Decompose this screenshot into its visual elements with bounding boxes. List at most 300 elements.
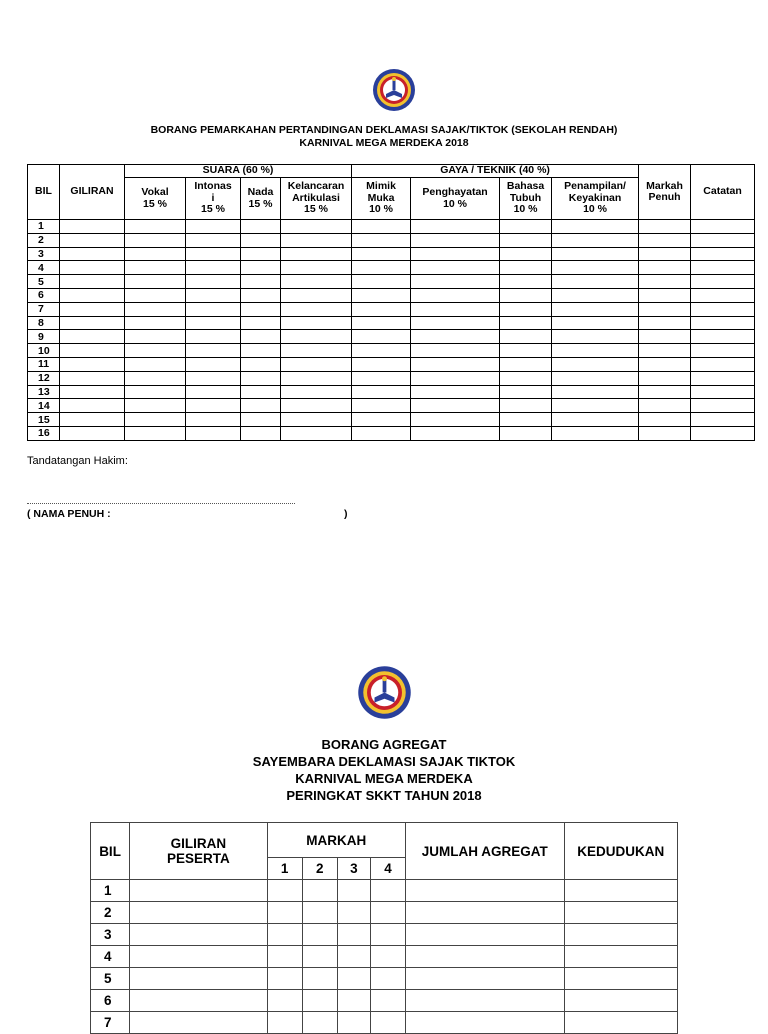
score-cell[interactable]	[691, 288, 755, 302]
score-cell[interactable]	[691, 426, 755, 440]
full-name-close: )	[344, 508, 348, 520]
score-cell[interactable]	[352, 247, 411, 261]
score-cell[interactable]	[564, 880, 677, 902]
score-cell[interactable]	[281, 288, 352, 302]
header-row-1	[28, 165, 755, 178]
table-row	[91, 880, 678, 902]
row-number: 3	[91, 924, 130, 946]
score-cell[interactable]	[691, 330, 755, 344]
score-cell[interactable]	[186, 413, 241, 427]
bahasa-pct: 10 %	[513, 203, 538, 216]
score-cell[interactable]	[691, 302, 755, 316]
score-cell[interactable]	[406, 946, 565, 968]
score-cell[interactable]	[691, 316, 755, 330]
score-cell[interactable]	[691, 247, 755, 261]
score-cell[interactable]	[241, 385, 281, 399]
score-cell[interactable]	[639, 399, 691, 413]
form2-title-line3: KARNIVAL MEGA MERDEKA	[295, 771, 473, 786]
vokal-pct: 15 %	[143, 197, 167, 210]
score-cell[interactable]	[130, 1012, 267, 1034]
table-row	[28, 247, 755, 261]
score-cell[interactable]	[241, 302, 281, 316]
score-cell[interactable]	[281, 220, 352, 234]
score-cell[interactable]	[500, 233, 552, 247]
aggregate-table	[90, 822, 678, 1034]
score-cell[interactable]	[130, 902, 267, 924]
score-cell[interactable]	[337, 990, 370, 1012]
score-cell[interactable]	[500, 371, 552, 385]
score-cell[interactable]	[411, 385, 500, 399]
col-bil: BIL	[28, 165, 60, 220]
score-cell[interactable]	[639, 233, 691, 247]
table-row	[28, 385, 755, 399]
table-row	[28, 371, 755, 385]
score-cell[interactable]	[125, 220, 186, 234]
score-cell[interactable]	[60, 247, 125, 261]
score-cell[interactable]	[125, 344, 186, 358]
score-cell[interactable]	[370, 968, 405, 990]
col-kelancaran	[281, 178, 352, 220]
row-number: 13	[28, 385, 60, 399]
score-cell[interactable]	[639, 357, 691, 371]
judge-signature-label: Tandatangan Hakim:	[27, 455, 128, 467]
score-cell[interactable]	[406, 902, 565, 924]
table-row	[28, 344, 755, 358]
score-cell[interactable]	[60, 426, 125, 440]
form2-title-line1: BORANG AGREGAT	[321, 737, 447, 752]
score-cell[interactable]	[411, 261, 500, 275]
score-cell[interactable]	[500, 330, 552, 344]
score-cell[interactable]	[186, 344, 241, 358]
score-cell[interactable]	[337, 946, 370, 968]
score-cell[interactable]	[60, 316, 125, 330]
score-cell[interactable]	[302, 924, 337, 946]
score-cell[interactable]	[60, 399, 125, 413]
score-cell[interactable]	[186, 302, 241, 316]
score-cell[interactable]	[186, 247, 241, 261]
giliran-label: GILIRAN	[170, 836, 227, 851]
score-cell[interactable]	[302, 902, 337, 924]
score-cell[interactable]	[411, 233, 500, 247]
row-number: 3	[28, 247, 60, 261]
row-number: 5	[91, 968, 130, 990]
score-cell[interactable]	[352, 261, 411, 275]
score-cell[interactable]	[186, 357, 241, 371]
score-cell[interactable]	[130, 880, 267, 902]
agg-col-kedudukan: KEDUDUKAN	[564, 823, 677, 880]
row-number: 4	[28, 261, 60, 275]
score-cell[interactable]	[411, 371, 500, 385]
score-cell[interactable]	[564, 1012, 677, 1034]
score-cell[interactable]	[125, 316, 186, 330]
col-penghayatan	[411, 178, 500, 220]
col-catatan: Catatan	[691, 165, 755, 220]
score-cell[interactable]	[500, 247, 552, 261]
score-cell[interactable]	[352, 220, 411, 234]
score-cell[interactable]	[639, 247, 691, 261]
score-cell[interactable]	[267, 924, 302, 946]
score-cell[interactable]	[691, 220, 755, 234]
score-cell[interactable]	[691, 344, 755, 358]
score-cell[interactable]	[691, 275, 755, 289]
score-cell[interactable]	[281, 233, 352, 247]
score-cell[interactable]	[552, 261, 639, 275]
score-cell[interactable]	[241, 399, 281, 413]
col-giliran: GILIRAN	[60, 165, 125, 220]
score-cell[interactable]	[130, 990, 267, 1012]
row-number: 5	[28, 275, 60, 289]
score-cell[interactable]	[411, 344, 500, 358]
row-number: 2	[91, 902, 130, 924]
score-cell[interactable]	[691, 233, 755, 247]
score-cell[interactable]	[370, 946, 405, 968]
score-cell[interactable]	[352, 413, 411, 427]
table-row	[28, 316, 755, 330]
score-cell[interactable]	[411, 288, 500, 302]
score-cell[interactable]	[691, 413, 755, 427]
score-cell[interactable]	[60, 220, 125, 234]
score-cell[interactable]	[60, 371, 125, 385]
score-cell[interactable]	[352, 233, 411, 247]
score-cell[interactable]	[302, 946, 337, 968]
score-cell[interactable]	[406, 924, 565, 946]
score-cell[interactable]	[241, 413, 281, 427]
score-cell[interactable]	[552, 275, 639, 289]
col-intonasi	[186, 178, 241, 220]
mimik-label-b: Muka	[367, 191, 395, 204]
score-cell[interactable]	[186, 385, 241, 399]
scoring-table	[27, 164, 755, 441]
school-crest-logo-2	[357, 665, 412, 720]
score-cell[interactable]	[552, 288, 639, 302]
score-cell[interactable]	[241, 288, 281, 302]
score-cell[interactable]	[352, 399, 411, 413]
kelancaran-label-a: Kelancaran	[287, 180, 345, 193]
score-cell[interactable]	[125, 330, 186, 344]
score-cell[interactable]	[267, 946, 302, 968]
score-cell[interactable]	[241, 316, 281, 330]
score-cell[interactable]	[60, 261, 125, 275]
score-cell[interactable]	[267, 968, 302, 990]
score-cell[interactable]	[337, 968, 370, 990]
score-cell[interactable]	[281, 426, 352, 440]
score-cell[interactable]	[130, 968, 267, 990]
score-cell[interactable]	[281, 316, 352, 330]
score-cell[interactable]	[130, 924, 267, 946]
bahasa-label-b: Tubuh	[509, 191, 542, 204]
score-cell[interactable]	[564, 902, 677, 924]
mimik-label-a: Mimik	[366, 180, 396, 193]
score-cell[interactable]	[281, 385, 352, 399]
row-number: 1	[28, 220, 60, 234]
score-cell[interactable]	[281, 344, 352, 358]
score-cell[interactable]	[60, 233, 125, 247]
score-cell[interactable]	[352, 330, 411, 344]
score-cell[interactable]	[552, 399, 639, 413]
score-cell[interactable]	[500, 288, 552, 302]
score-cell[interactable]	[639, 288, 691, 302]
score-cell[interactable]	[186, 233, 241, 247]
score-cell[interactable]	[241, 275, 281, 289]
score-cell[interactable]	[352, 426, 411, 440]
score-cell[interactable]	[125, 261, 186, 275]
score-cell[interactable]	[125, 302, 186, 316]
score-cell[interactable]	[500, 357, 552, 371]
score-cell[interactable]	[267, 902, 302, 924]
score-cell[interactable]	[406, 880, 565, 902]
nada-pct: 15 %	[248, 197, 273, 210]
score-cell[interactable]	[552, 247, 639, 261]
score-cell[interactable]	[352, 275, 411, 289]
bahasa-label-a: Bahasa	[506, 180, 545, 193]
score-cell[interactable]	[691, 371, 755, 385]
score-cell[interactable]	[125, 371, 186, 385]
table-row	[28, 261, 755, 275]
score-cell[interactable]	[241, 426, 281, 440]
score-cell[interactable]	[639, 385, 691, 399]
score-cell[interactable]	[60, 357, 125, 371]
score-cell[interactable]	[125, 288, 186, 302]
score-cell[interactable]	[500, 275, 552, 289]
penghayatan-pct: 10 %	[443, 197, 468, 210]
vokal-label: Vokal	[141, 186, 169, 198]
row-number: 4	[91, 946, 130, 968]
score-cell[interactable]	[564, 990, 677, 1012]
score-cell[interactable]	[370, 880, 405, 902]
table-row	[91, 1012, 678, 1034]
score-cell[interactable]	[691, 385, 755, 399]
score-cell[interactable]	[552, 302, 639, 316]
intonasi-label-a: Intonas	[194, 180, 232, 193]
school-crest-logo	[372, 68, 416, 112]
penampilan-label-a: Penampilan/	[564, 180, 626, 193]
score-cell[interactable]	[60, 344, 125, 358]
score-cell[interactable]	[639, 220, 691, 234]
score-cell[interactable]	[352, 316, 411, 330]
score-cell[interactable]	[241, 247, 281, 261]
score-cell[interactable]	[406, 968, 565, 990]
score-cell[interactable]	[370, 924, 405, 946]
score-cell[interactable]	[281, 275, 352, 289]
score-cell[interactable]	[241, 330, 281, 344]
score-cell[interactable]	[500, 413, 552, 427]
score-cell[interactable]	[370, 902, 405, 924]
row-number: 8	[28, 316, 60, 330]
row-number: 14	[28, 399, 60, 413]
score-cell[interactable]	[267, 990, 302, 1012]
score-cell[interactable]	[186, 288, 241, 302]
score-cell[interactable]	[60, 330, 125, 344]
table-row	[91, 990, 678, 1012]
score-cell[interactable]	[281, 371, 352, 385]
score-cell[interactable]	[241, 344, 281, 358]
score-cell[interactable]	[60, 288, 125, 302]
aggregate-table-body	[91, 880, 678, 1034]
score-cell[interactable]	[241, 357, 281, 371]
score-cell[interactable]	[337, 880, 370, 902]
score-cell[interactable]	[125, 275, 186, 289]
score-cell[interactable]	[411, 302, 500, 316]
score-cell[interactable]	[186, 261, 241, 275]
score-cell[interactable]	[411, 247, 500, 261]
row-number: 15	[28, 413, 60, 427]
score-cell[interactable]	[337, 924, 370, 946]
scoring-table-body	[28, 220, 755, 441]
score-cell[interactable]	[352, 344, 411, 358]
score-cell[interactable]	[281, 413, 352, 427]
score-cell[interactable]	[552, 344, 639, 358]
score-cell[interactable]	[411, 275, 500, 289]
score-cell[interactable]	[241, 261, 281, 275]
score-cell[interactable]	[639, 316, 691, 330]
score-cell[interactable]	[639, 330, 691, 344]
score-cell[interactable]	[125, 357, 186, 371]
score-cell[interactable]	[241, 233, 281, 247]
row-number: 10	[28, 344, 60, 358]
score-cell[interactable]	[302, 968, 337, 990]
score-cell[interactable]	[281, 357, 352, 371]
score-cell[interactable]	[411, 426, 500, 440]
score-cell[interactable]	[125, 385, 186, 399]
score-cell[interactable]	[552, 357, 639, 371]
kelancaran-pct: 15 %	[304, 203, 328, 216]
score-cell[interactable]	[186, 316, 241, 330]
score-cell[interactable]	[639, 344, 691, 358]
score-cell[interactable]	[125, 426, 186, 440]
score-cell[interactable]	[639, 426, 691, 440]
score-cell[interactable]	[352, 288, 411, 302]
table-row	[28, 413, 755, 427]
score-cell[interactable]	[552, 371, 639, 385]
agg-col-giliran	[130, 823, 267, 880]
score-cell[interactable]	[500, 385, 552, 399]
score-cell[interactable]	[411, 399, 500, 413]
score-cell[interactable]	[564, 924, 677, 946]
table-row	[28, 426, 755, 440]
score-cell[interactable]	[337, 902, 370, 924]
score-cell[interactable]	[186, 275, 241, 289]
score-cell[interactable]	[406, 990, 565, 1012]
score-cell[interactable]	[552, 385, 639, 399]
score-cell[interactable]	[130, 946, 267, 968]
score-cell[interactable]	[370, 1012, 405, 1034]
score-cell[interactable]	[352, 385, 411, 399]
score-cell[interactable]	[186, 220, 241, 234]
agg-col-bil: BIL	[91, 823, 130, 880]
score-cell[interactable]	[60, 302, 125, 316]
score-cell[interactable]	[564, 946, 677, 968]
group-gaya-teknik: GAYA / TEKNIK (40 %)	[352, 165, 639, 178]
score-cell[interactable]	[125, 233, 186, 247]
score-cell[interactable]	[500, 316, 552, 330]
score-cell[interactable]	[691, 399, 755, 413]
score-cell[interactable]	[500, 399, 552, 413]
score-cell[interactable]	[411, 330, 500, 344]
score-cell[interactable]	[411, 357, 500, 371]
score-cell[interactable]	[125, 399, 186, 413]
score-cell[interactable]	[267, 880, 302, 902]
score-cell[interactable]	[411, 316, 500, 330]
score-cell[interactable]	[500, 261, 552, 275]
score-cell[interactable]	[691, 261, 755, 275]
score-cell[interactable]	[281, 302, 352, 316]
score-cell[interactable]	[352, 302, 411, 316]
penuh-label: Penuh	[648, 191, 681, 203]
row-number: 2	[28, 233, 60, 247]
score-cell[interactable]	[186, 426, 241, 440]
score-cell[interactable]	[60, 413, 125, 427]
score-cell[interactable]	[267, 1012, 302, 1034]
table-row	[28, 233, 755, 247]
score-cell[interactable]	[352, 357, 411, 371]
score-cell[interactable]	[500, 426, 552, 440]
score-cell[interactable]	[281, 261, 352, 275]
score-cell[interactable]	[564, 968, 677, 990]
score-cell[interactable]	[552, 426, 639, 440]
score-cell[interactable]	[125, 247, 186, 261]
score-cell[interactable]	[552, 413, 639, 427]
table-row	[28, 302, 755, 316]
score-cell[interactable]	[500, 344, 552, 358]
score-cell[interactable]	[186, 399, 241, 413]
score-cell[interactable]	[60, 275, 125, 289]
score-cell[interactable]	[500, 220, 552, 234]
score-cell[interactable]	[639, 371, 691, 385]
score-cell[interactable]	[639, 261, 691, 275]
score-cell[interactable]	[241, 220, 281, 234]
score-cell[interactable]	[125, 413, 186, 427]
penghayatan-label: Penghayatan	[422, 186, 488, 198]
score-cell[interactable]	[241, 371, 281, 385]
score-cell[interactable]	[411, 220, 500, 234]
col-markah-penuh	[639, 165, 691, 220]
signature-line[interactable]	[27, 495, 295, 504]
score-cell[interactable]	[691, 357, 755, 371]
form1-title-line1: BORANG PEMARKAHAN PERTANDINGAN DEKLAMASI SAJAK/TIKTOK (SEKOLAH RENDAH)	[150, 124, 618, 136]
agg-col-m3: 3	[337, 858, 370, 880]
row-number: 9	[28, 330, 60, 344]
score-cell[interactable]	[406, 1012, 565, 1034]
score-cell[interactable]	[552, 330, 639, 344]
score-cell[interactable]	[60, 385, 125, 399]
row-number: 7	[28, 302, 60, 316]
score-cell[interactable]	[352, 371, 411, 385]
score-cell[interactable]	[500, 302, 552, 316]
score-cell[interactable]	[302, 1012, 337, 1034]
score-cell[interactable]	[302, 880, 337, 902]
score-cell[interactable]	[370, 990, 405, 1012]
form1-title-line2: KARNIVAL MEGA MERDEKA 2018	[299, 137, 469, 149]
score-cell[interactable]	[552, 316, 639, 330]
score-cell[interactable]	[186, 371, 241, 385]
score-cell[interactable]	[186, 330, 241, 344]
score-cell[interactable]	[281, 399, 352, 413]
score-cell[interactable]	[639, 413, 691, 427]
score-cell[interactable]	[281, 330, 352, 344]
score-cell[interactable]	[281, 247, 352, 261]
score-cell[interactable]	[552, 233, 639, 247]
penampilan-pct: 10 %	[583, 203, 608, 216]
row-number: 7	[91, 1012, 130, 1034]
score-cell[interactable]	[639, 275, 691, 289]
score-cell[interactable]	[411, 413, 500, 427]
score-cell[interactable]	[639, 302, 691, 316]
score-cell[interactable]	[302, 990, 337, 1012]
score-cell[interactable]	[337, 1012, 370, 1034]
agg-group-markah: MARKAH	[267, 823, 405, 858]
score-cell[interactable]	[552, 220, 639, 234]
table-row	[91, 946, 678, 968]
